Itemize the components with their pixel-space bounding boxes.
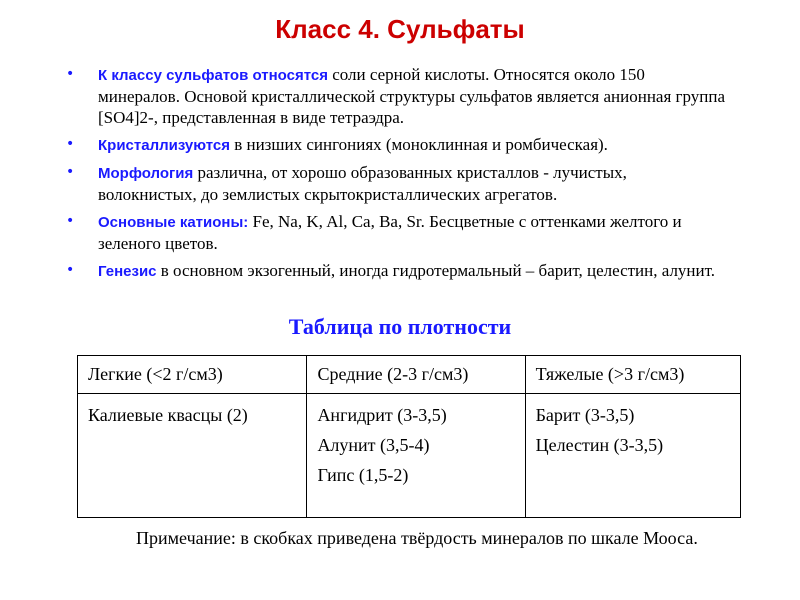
- bullet-icon: •: [66, 164, 75, 180]
- bullet-text: в основном экзогенный, иногда гидротермальный – барит, целестин, алунит.: [156, 261, 716, 280]
- bullet-icon: •: [66, 136, 75, 152]
- bullet-list: [66, 64, 726, 288]
- header-cell-medium: Средние (2-3 г/см3): [307, 356, 525, 394]
- bullet-icon: •: [66, 262, 75, 278]
- table-title: Таблица по плотности: [288, 314, 512, 339]
- density-table: [77, 355, 741, 518]
- bullet-text: соли серной кислоты. Относятся около 150 минералов. Основой кристаллической структуры сульфатов является анионная группа [SO4]2-, представленная в виде тетраэдра.: [98, 65, 726, 127]
- bullet-term: Морфология: [98, 165, 194, 182]
- bullet-term: Кристаллизуются: [98, 137, 230, 154]
- bullet-text: различна, от хорошо образованных кристаллов - лучистых, волокнистых, до землистых скрытокристаллических агрегатов.: [98, 163, 627, 204]
- header-cell-light: Легкие (<2 г/см3): [78, 356, 307, 394]
- footnote: Примечание: в скобках приведена твёрдость минералов по шкале Мооса.: [136, 528, 698, 548]
- bullet-icon: •: [66, 66, 75, 82]
- page-title: Класс 4. Сульфаты: [275, 14, 525, 44]
- mineral-entry: Гипс (1,5-2): [317, 465, 409, 485]
- bullet-text: Fe, Na, K, Al, Ca, Ba, Sr. Бесцветные с оттенками желтого и зеленого цветов.: [98, 212, 682, 253]
- mineral-entry: Калиевые квасцы (2): [88, 405, 248, 425]
- table-header-row: [78, 356, 741, 394]
- mineral-entry: Алунит (3,5-4): [317, 435, 430, 455]
- header-cell-heavy: Тяжелые (>3 г/см3): [525, 356, 740, 394]
- mineral-entry: Ангидрит (3-3,5): [317, 405, 447, 425]
- cell-medium: [307, 394, 525, 518]
- list-item: [66, 260, 726, 282]
- bullet-text: в низших сингониях (моноклинная и ромбическая).: [229, 135, 608, 154]
- cell-heavy: [525, 394, 740, 518]
- mineral-entry: Барит (3-3,5): [535, 405, 635, 425]
- list-item: [66, 162, 726, 205]
- list-item: [66, 211, 726, 254]
- table-row: [78, 394, 741, 518]
- bullet-term: Генезис: [98, 263, 157, 280]
- bullet-icon: •: [66, 213, 75, 229]
- bullet-term: Основные катионы:: [98, 214, 249, 231]
- list-item: [66, 64, 726, 128]
- list-item: [66, 134, 726, 156]
- mineral-entry: Целестин (3-3,5): [535, 435, 664, 455]
- bullet-term: К классу сульфатов относятся: [98, 67, 328, 84]
- cell-light: [78, 394, 307, 518]
